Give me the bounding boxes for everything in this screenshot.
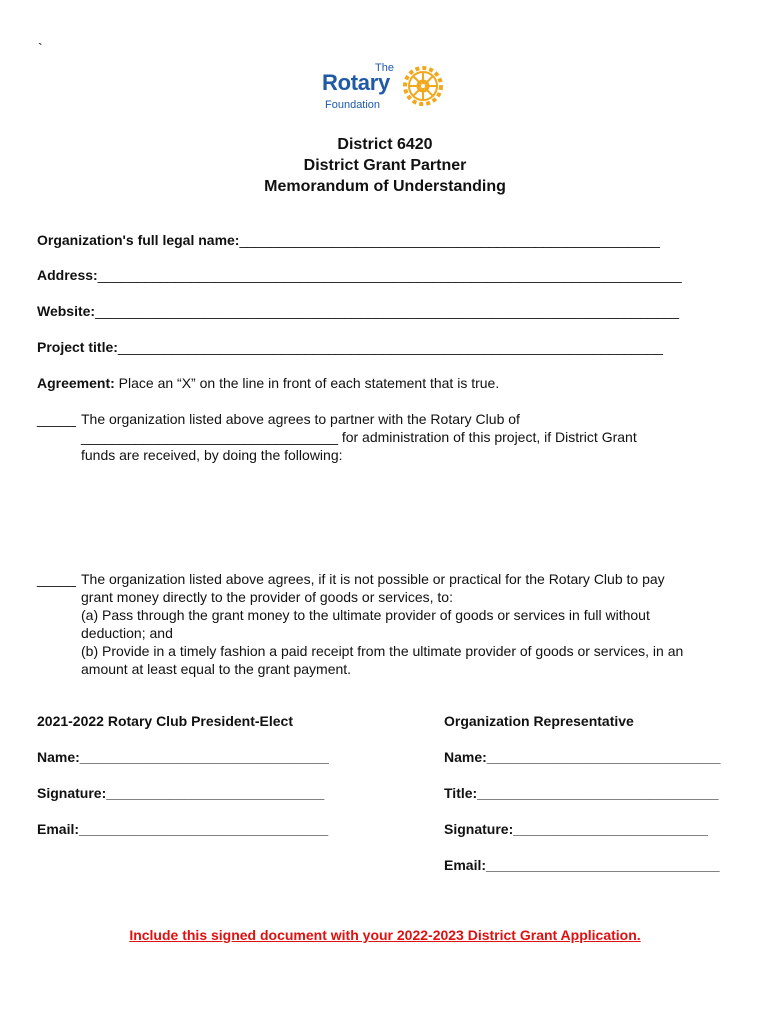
title-partner: District Grant Partner [303,157,467,174]
agreement-label: Agreement: [37,375,115,391]
title-district: District 6420 [337,136,433,153]
statement-2-line: deduction; and [81,625,173,641]
statement-1 [37,410,737,470]
statement-1-checkline[interactable]: _____ [37,411,76,427]
president-elect-name-line[interactable]: Name:________________________________ [37,749,329,765]
statement-2-line: amount at least equal to the grant payment. [81,661,352,677]
statement-1-line: _________________________________ for administration of this project, if District Grant [81,429,637,445]
logo-the: The [375,62,394,74]
rotary-foundation-logo [322,62,448,114]
president-elect-email-line[interactable]: Email:________________________________ [37,821,329,837]
logo-foundation: Foundation [325,99,381,111]
org-name-label: Organization's full legal name: [37,232,240,248]
org-name-line[interactable]: ______________________________________________________ [239,232,660,248]
statement-1-line: funds are received, by doing the following: [81,447,343,463]
president-elect-signature-line[interactable]: Signature:____________________________ [37,785,325,801]
address-line[interactable]: ___________________________________________________________________________ [97,267,682,283]
address-label: Address: [37,267,98,283]
statement-1-text [81,410,741,464]
org-rep-name-line[interactable]: Name:______________________________ [444,749,721,765]
org-rep-signature-line[interactable]: Signature:_________________________ [444,821,708,837]
project-title-label: Project title: [37,339,118,355]
stray-mark: ` [38,40,43,56]
website-line[interactable]: ___________________________________________________________________________ [95,303,680,319]
address-field [37,267,682,283]
website-field [37,303,679,319]
statement-2-checkline[interactable]: _____ [37,571,76,587]
website-label: Website: [37,303,96,319]
statement-2-line: grant money directly to the provider of goods or services, to: [81,589,453,605]
org-rep-title-line[interactable]: Title:_______________________________ [444,785,719,801]
agreement-text: Place an “X” on the line in front of each statement that is true. [114,375,500,391]
logo-rotary: Rotary [322,70,390,95]
document-title [0,134,770,197]
org-name-field [37,232,660,248]
project-title-field [37,339,663,355]
title-mou: Memorandum of Understanding [264,178,506,195]
agreement-instruction [37,375,499,391]
statement-2 [37,570,737,680]
statement-2-line: (b) Provide in a timely fashion a paid receipt from the ultimate provider of goods or services, in an [81,643,684,659]
statement-2-text [81,570,741,678]
project-title-line[interactable]: ______________________________________________________________________ [117,339,663,355]
statement-1-line: The organization listed above agrees to partner with the Rotary Club of [81,411,520,427]
statement-2-line: (a) Pass through the grant money to the ultimate provider of goods or services in full without [81,607,650,623]
org-rep-heading: Organization Representative [444,713,634,729]
rotary-wheel-icon [401,64,445,108]
org-rep-email-line[interactable]: Email:______________________________ [444,857,720,873]
footer-instruction: Include this signed document with your 2022-2023 District Grant Application. [129,927,641,943]
statement-2-line: The organization listed above agrees, if it is not possible or practical for the Rotary Club to pay [81,571,665,587]
president-elect-heading: 2021-2022 Rotary Club President-Elect [37,713,293,729]
